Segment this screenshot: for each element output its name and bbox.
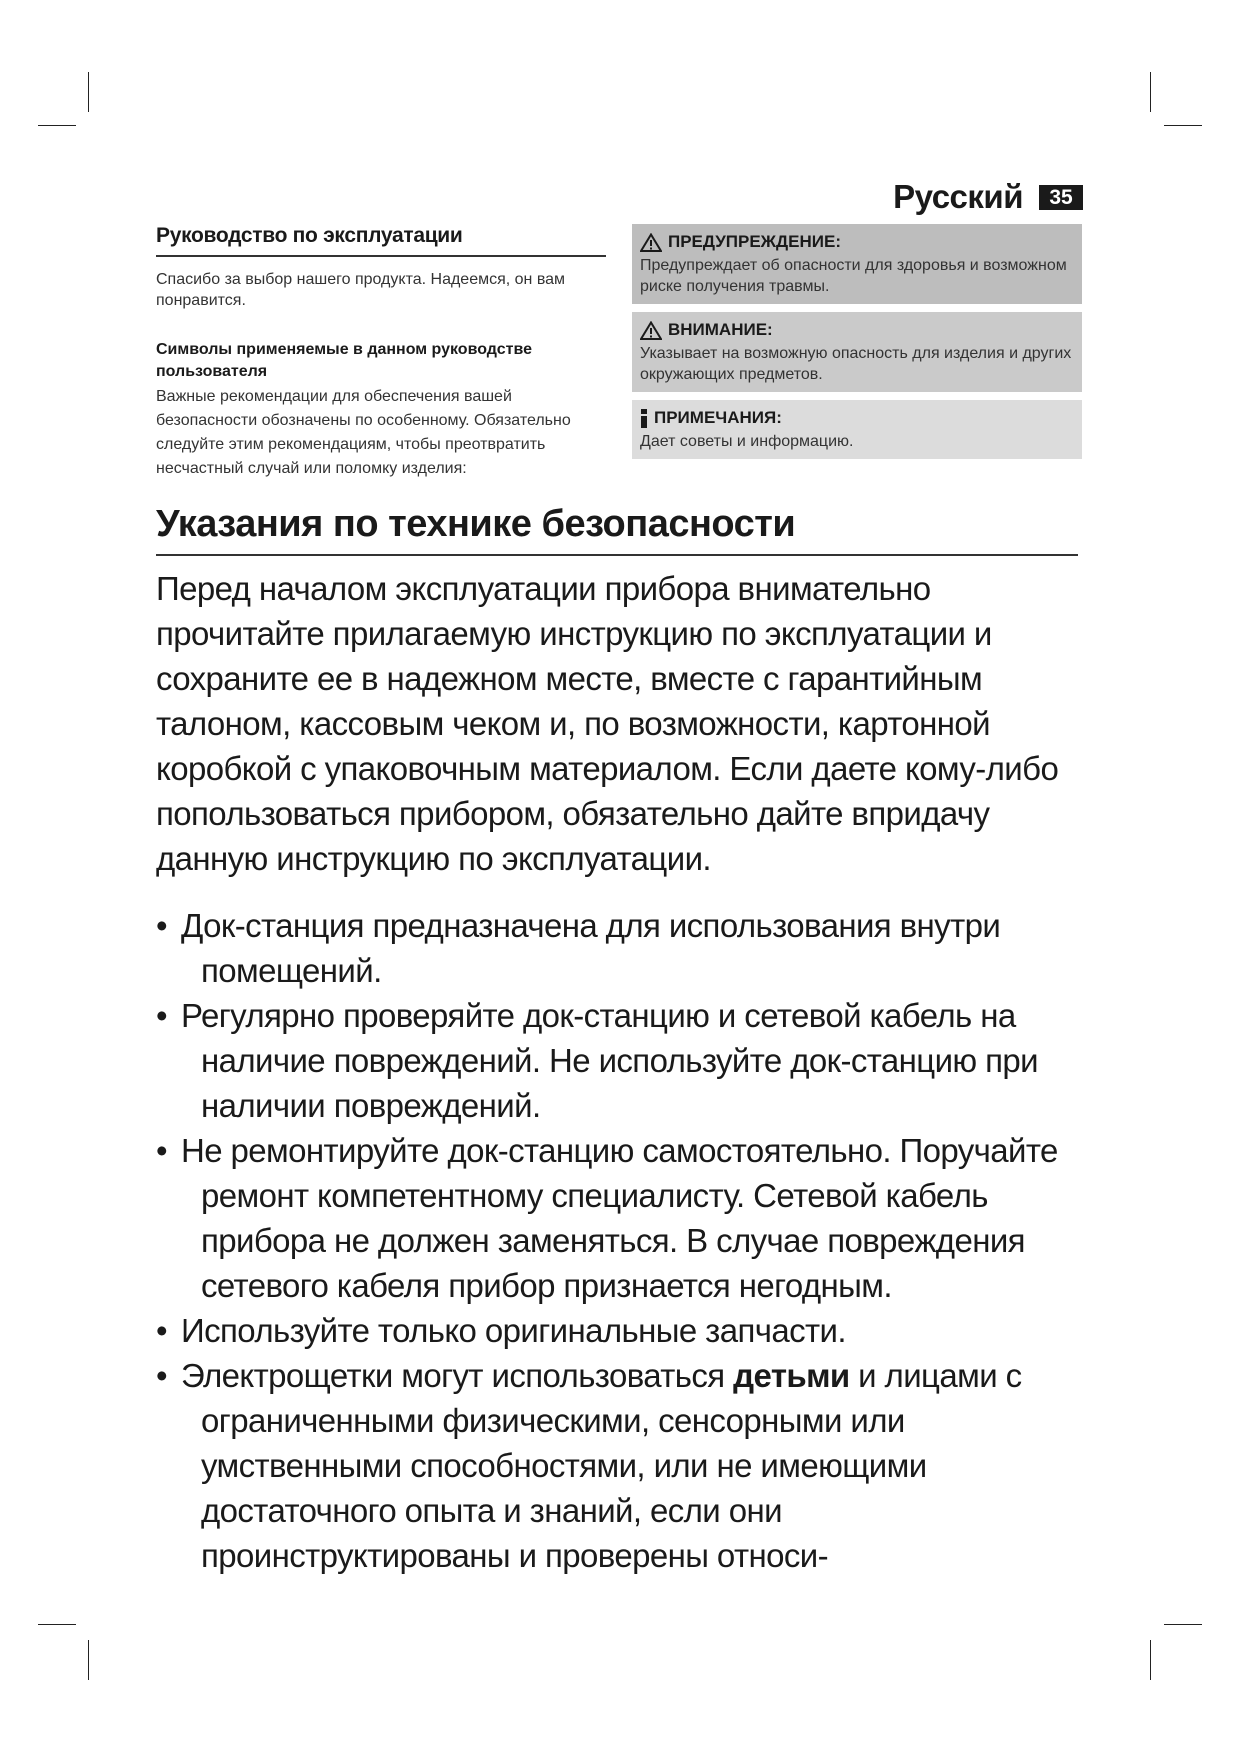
caution-title: ВНИМАНИЕ: bbox=[668, 320, 773, 339]
list-item: • Электрощетки могут использоваться детьми и лицами с ограниченными физическими, сенсорными или умственными способностями, или не имеющими достаточного опыта и знаний, если они проинструктированы и проверены относи- bbox=[156, 1357, 1022, 1574]
warning-triangle-icon bbox=[640, 321, 662, 340]
page-number: 35 bbox=[1039, 185, 1083, 210]
safety-intro-paragraph: Перед началом эксплуатации прибора внимательно прочитайте прилагаемую инструкцию по эксплуатации и сохраните ее в надежном месте, вместе с гарантийным талоном, кассовым чеком и, по возможности, картонной коробкой с упаковочным материалом. Если даете кому-либо попользоваться прибором, обязательно дайте впридачу данную инструкцию по эксплуатации. bbox=[156, 570, 1059, 877]
emphasis-children: детьми bbox=[733, 1357, 850, 1394]
note-notice bbox=[632, 400, 1082, 459]
info-icon bbox=[640, 409, 648, 428]
crop-mark bbox=[1150, 72, 1151, 112]
language-label: Русский bbox=[893, 178, 1023, 215]
warning-notice bbox=[632, 224, 1082, 304]
crop-mark bbox=[38, 1624, 76, 1625]
intro-text: Спасибо за выбор нашего продукта. Надеемся, он вам понравится. bbox=[156, 271, 566, 309]
crop-mark bbox=[1164, 1624, 1202, 1625]
symbols-text: Важные рекомендации для обеспечения вашей безопасности обозначены по особенному. Обязательно следуйте этим рекомендациям, чтобы преотвратить несчастный случай или поломку изделия: bbox=[156, 388, 571, 477]
crop-mark bbox=[1150, 1640, 1151, 1680]
warning-text: Предупреждает об опасности для здоровья и возможном риске получения травмы. bbox=[640, 257, 1067, 295]
warning-triangle-icon bbox=[640, 233, 662, 252]
note-text: Дает советы и информацию. bbox=[640, 433, 854, 450]
list-item: • Регулярно проверяйте док-станцию и сетевой кабель на наличие повреждений. Не используйте док-станцию при наличии повреждений. bbox=[156, 997, 1038, 1124]
crop-mark bbox=[88, 72, 89, 112]
crop-mark bbox=[38, 125, 76, 126]
crop-mark bbox=[1164, 125, 1202, 126]
page-title: Указания по технике безопасности bbox=[156, 503, 1078, 556]
note-title: ПРИМЕЧАНИЯ: bbox=[654, 408, 782, 427]
left-column bbox=[156, 224, 606, 481]
list-item: • Используйте только оригинальные запчасти. bbox=[156, 1312, 846, 1349]
safety-bullet-list bbox=[156, 903, 1096, 1578]
crop-mark bbox=[88, 1640, 89, 1680]
warning-title: ПРЕДУПРЕЖДЕНИЕ: bbox=[668, 232, 841, 251]
caution-text: Указывает на возможную опасность для изделия и других окружающих предметов. bbox=[640, 345, 1072, 383]
right-column bbox=[632, 224, 1082, 467]
list-item: • Не ремонтируйте док-станцию самостоятельно. Поручайте ремонт компетентному специалисту. Сетевой кабель прибора не должен заменяться. В случае повреждения сетевого кабеля прибор признается негодным. bbox=[156, 1132, 1058, 1304]
symbols-title: Символы применяемые в данном руководстве пользователя bbox=[156, 341, 532, 380]
list-item: • Док-станция предназначена для использования внутри помещений. bbox=[156, 907, 1001, 989]
section-title: Руководство по эксплуатации bbox=[156, 224, 606, 257]
caution-notice bbox=[632, 312, 1082, 392]
